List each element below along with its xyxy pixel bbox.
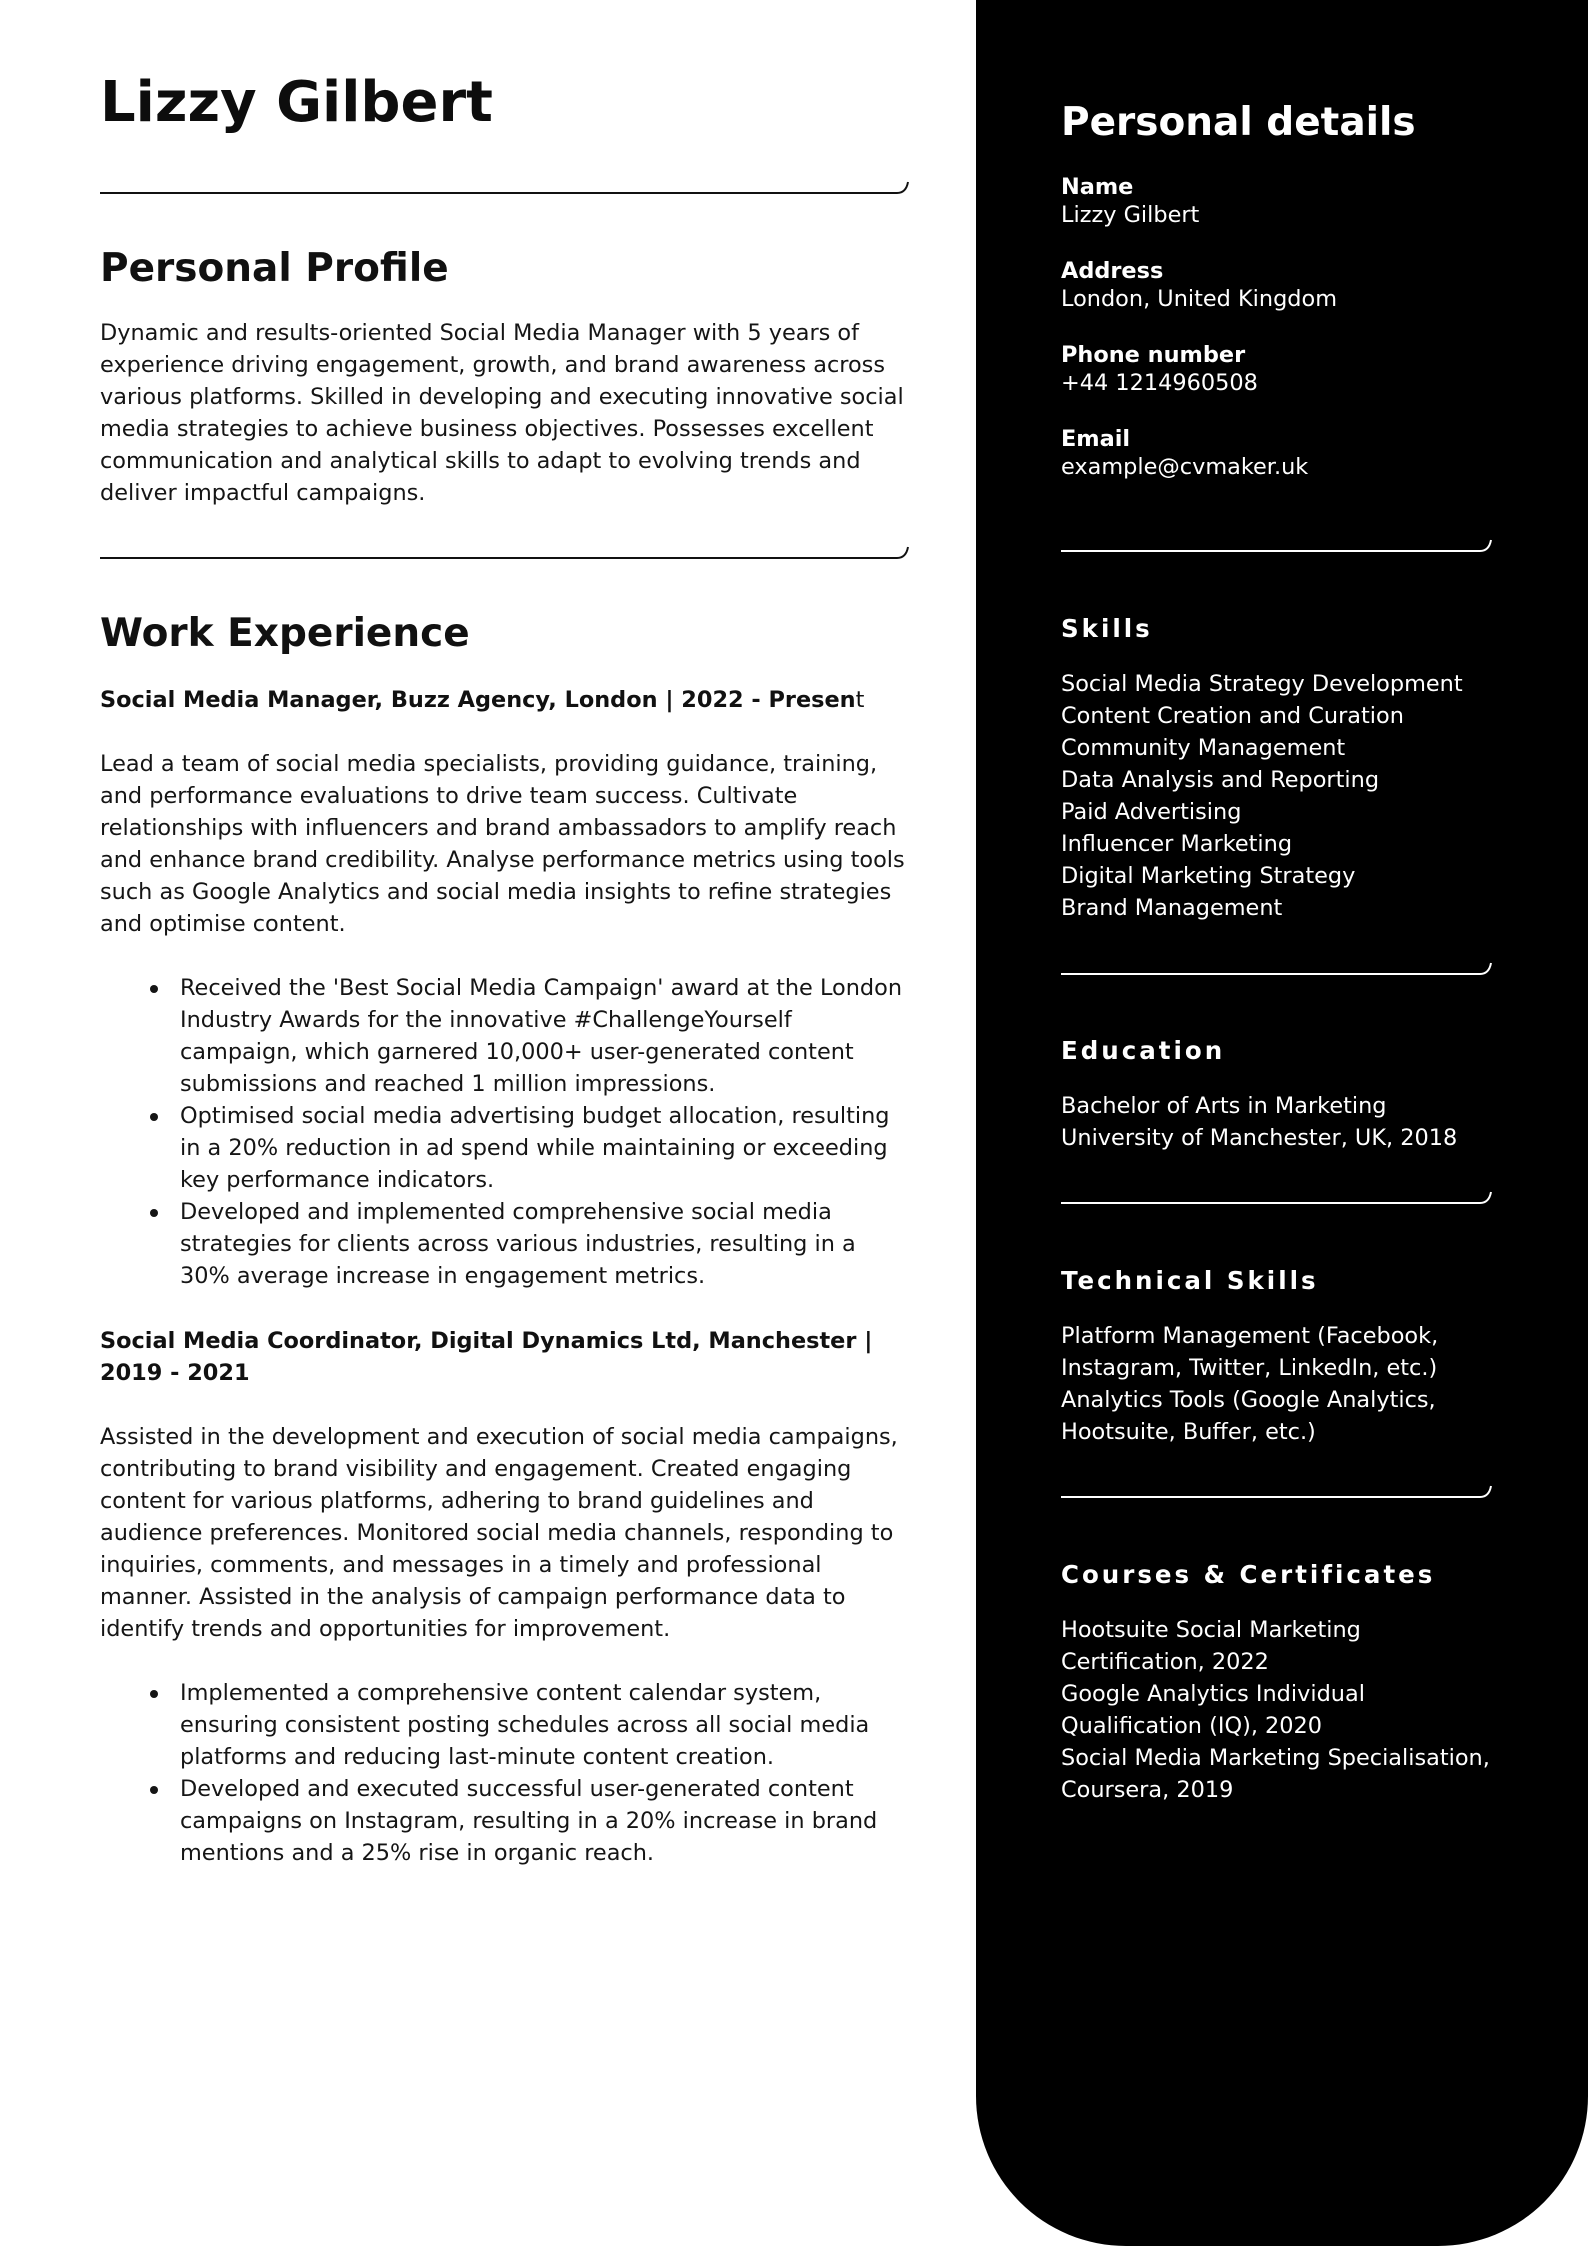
list-item-text: Optimised social media advertising budget allocation, resulting in a 20% reduction in ad spend while maintaining or exceeding key performance indicators.: [180, 1103, 890, 1193]
bullet-icon: [150, 1113, 158, 1121]
list-item-text: Implemented a comprehensive content calendar system, ensuring consistent posting schedules across all social media platforms and reducing last-minute content creation.: [180, 1680, 870, 1770]
course-item: Hootsuite Social Marketing Certification, 2022: [1061, 1617, 1361, 1675]
address-value: London, United Kingdom: [1061, 286, 1338, 312]
address-label: Address: [1061, 258, 1164, 284]
technical-skill-item: Platform Management (Facebook, Instagram, Twitter, LinkedIn, etc.): [1061, 1323, 1439, 1381]
list-item: [100, 1196, 908, 1292]
job-description: Assisted in the development and execution of social media campaigns, contributing to brand visibility and engagement. Created engaging content for various platforms, adhering to brand guidelines and audience preferences. Monitored social media channels, responding to inquiries, comments, and messages in a timely and professional manner. Assisted in the analysis of campaign performance data to identify trends and opportunities for improvement.: [100, 1424, 898, 1642]
skill-item: Content Creation and Curation: [1061, 703, 1404, 729]
work-experience-heading: Work Experience: [100, 611, 470, 656]
list-item-text: Received the 'Best Social Media Campaign' award at the London Industry Awards for the innovative #ChallengeYourself campaign, which garnered 10,000+ user-generated content submissions and reached 1 million impressions.: [180, 975, 903, 1097]
name-value: Lizzy Gilbert: [1061, 202, 1200, 228]
education-degree: Bachelor of Arts in Marketing: [1061, 1093, 1387, 1119]
job-title: [100, 684, 908, 716]
list-item: [100, 1773, 908, 1869]
job-title-text: Social Media Manager, Buzz Agency, London | 2022 - Presen: [100, 687, 856, 713]
sidebar-divider: [1061, 1482, 1493, 1500]
technical-skill-item: Analytics Tools (Google Analytics, Hootsuite, Buffer, etc.): [1061, 1387, 1436, 1445]
skill-item: Paid Advertising: [1061, 799, 1242, 825]
skill-item: Digital Marketing Strategy: [1061, 863, 1356, 889]
phone-label: Phone number: [1061, 342, 1246, 368]
candidate-name: Lizzy Gilbert: [100, 70, 493, 135]
profile-text: Dynamic and results-oriented Social Media Manager with 5 years of experience driving engagement, growth, and brand awareness across various platforms. Skilled in developing and executing innovative social media strategies to achieve business objectives. Possesses excellent communication and analytical skills to adapt to evolving trends and deliver impactful campaigns.: [100, 320, 904, 506]
job-description: Lead a team of social media specialists, providing guidance, training, and performance evaluations to drive team success. Cultivate relationships with influencers and brand ambassadors to amplify reach and enhance brand credibility. Analyse performance metrics using tools such as Google Analytics and social media insights to refine strategies and optimise content.: [100, 751, 905, 937]
achievement-list: [100, 1677, 908, 1869]
sidebar: [976, 0, 1588, 2246]
name-label: Name: [1061, 174, 1134, 200]
education-list: [1061, 1090, 1491, 1154]
education-school: University of Manchester, UK, 2018: [1061, 1125, 1458, 1151]
course-item: Social Media Marketing Specialisation, Coursera, 2019: [1061, 1745, 1490, 1803]
skill-item: Brand Management: [1061, 895, 1283, 921]
achievement-list: [100, 972, 908, 1292]
skill-item: Community Management: [1061, 735, 1346, 761]
technical-skills-list: [1061, 1320, 1491, 1448]
courses-list: [1061, 1614, 1491, 1806]
list-item: [100, 972, 908, 1100]
bullet-icon: [150, 1786, 158, 1794]
list-item-text: Developed and executed successful user-generated content campaigns on Instagram, resulting in a 20% increase in brand mentions and a 25% rise in organic reach.: [180, 1776, 878, 1866]
personal-details-heading: Personal details: [1061, 100, 1416, 145]
profile-heading: Personal Profile: [100, 246, 449, 291]
email-value: example@cvmaker.uk: [1061, 454, 1309, 480]
education-heading: Education: [1061, 1036, 1226, 1065]
skill-item: Social Media Strategy Development: [1061, 671, 1463, 697]
job-title-tail: t: [855, 687, 865, 713]
job-title: Social Media Coordinator, Digital Dynamics Ltd, Manchester | 2019 - 2021: [100, 1328, 873, 1386]
skill-item: Data Analysis and Reporting: [1061, 767, 1380, 793]
technical-skills-heading: Technical Skills: [1061, 1266, 1319, 1295]
section-divider: [100, 178, 910, 196]
skills-list: [1061, 668, 1491, 924]
course-item: Google Analytics Individual Qualification (IQ), 2020: [1061, 1681, 1365, 1739]
section-divider: [100, 543, 910, 561]
phone-value: +44 1214960508: [1061, 370, 1258, 396]
courses-heading: Courses & Certificates: [1061, 1560, 1436, 1589]
list-item: [100, 1677, 908, 1773]
sidebar-divider: [1061, 1188, 1493, 1206]
sidebar-divider: [1061, 959, 1493, 977]
email-label: Email: [1061, 426, 1131, 452]
sidebar-divider: [1061, 536, 1493, 554]
bullet-icon: [150, 985, 158, 993]
skills-heading: Skills: [1061, 614, 1153, 643]
list-item: [100, 1100, 908, 1196]
bullet-icon: [150, 1690, 158, 1698]
bullet-icon: [150, 1209, 158, 1217]
skill-item: Influencer Marketing: [1061, 831, 1293, 857]
list-item-text: Developed and implemented comprehensive social media strategies for clients across various industries, resulting in a 30% average increase in engagement metrics.: [180, 1199, 856, 1289]
